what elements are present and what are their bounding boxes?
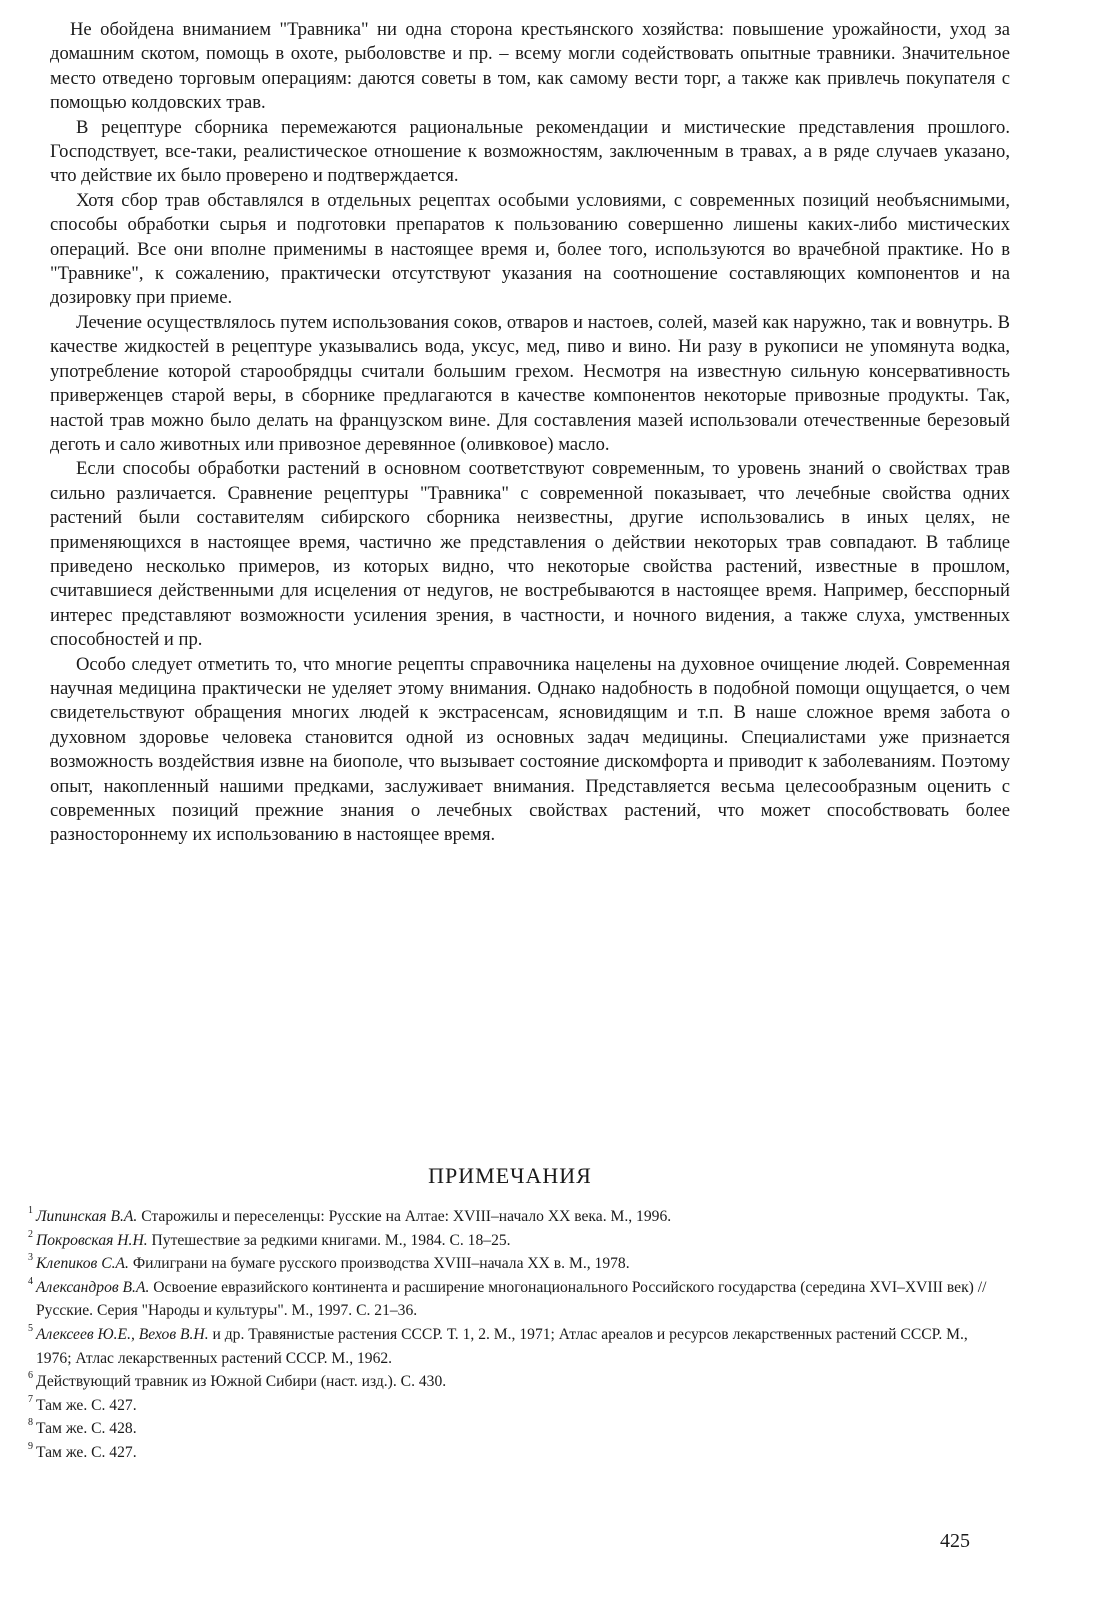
note-item [28,1205,1003,1229]
note-number: 8 [28,1417,33,1429]
note-author: Липинская В.А. [36,1208,138,1225]
paragraph: Если способы обработки растений в основном соответствуют современным, то уровень знаний о свойствах трав сильно различается. Сравнение рецептуры "Травника" с современной показывает, что лечебные свойства одних растений были составителям сибирского сборника неизвестны, другие использовались в иных целях, не применяющихся в настоящее время, частично же представления о действии некоторых трав совпадают. В таблице приведено несколько примеров, из которых видно, что некоторые свойства растений, известные в прошлом, считавшиеся действенными для исцеления от недугов, не востребываются в настоящее время. Например, бесспорный интерес представляют возможности усиления зрения, в частности, и ночного видения, а также слуха, умственных способностей и пр. [50,458,1010,651]
note-number: 6 [28,1370,33,1382]
paragraph: Особо следует отметить то, что многие рецепты справочника нацелены на духовное очищение людей. Современная научная медицина практически не уделяет этому внимания. Однако надобность в подобной помощи ощущается, о чем свидетельствуют обращения многих людей к экстрасенсам, ясновидящим и т.п. В наше сложное время забота о духовном здоровье человека становится одной из основных задач медицины. Специалистами уже признается возможность воздействия извне на биополе, что вызывает состояние дискомфорта и приводит к заболеваниям. Поэтому опыт, накопленный нашими предками, заслуживает внимания. Представляется весьма целесообразным оценить с современных позиций прежние знания о лечебных свойствах растений, что может способствовать более разностороннему их использованию в настоящее время. [50,653,1010,846]
note-item [28,1370,1003,1394]
note-text: Там же. С. 428. [36,1420,137,1438]
note-item [28,1394,1003,1418]
note-item [28,1417,1003,1441]
note-item [28,1276,1003,1323]
note-number: 3 [28,1252,33,1264]
note-author: Александров В.А. [36,1278,150,1296]
note-text: Действующий травник из Южной Сибири (наст. изд.). С. 430. [36,1373,447,1391]
note-item [28,1441,1003,1465]
note-number: 5 [28,1322,33,1334]
body-text [50,18,1010,848]
note-text: Старожилы и переселенцы: Русские на Алтае: XVIII–начало XX века. М., 1996. [137,1208,672,1225]
notes-heading: ПРИМЕЧАНИЯ [428,1163,592,1188]
note-text: Путешествие за редкими книгами. М., 1984. С. 18–25. [147,1231,511,1249]
note-text: и др. Травянистые растения СССР. Т. 1, 2. М., 1971; Атлас ареалов и ресурсов лекарственных растений СССР. М., 1976; Атлас лекарственных растений СССР. М., 1962. [36,1325,968,1367]
page-number: 425 [940,1530,970,1552]
note-author: Алексеев Ю.Е., Вехов В.Н. [36,1325,209,1343]
note-number: 2 [28,1228,33,1240]
paragraph: В рецептуре сборника перемежаются рациональные рекомендации и мистические представления прошлого. Господствует, все-таки, реалистическое отношение к возможностям, заключенным в травах, а в ряде случаев указано, что действие их было проверено и подтверждается. [50,116,1010,187]
note-text: Там же. С. 427. [36,1443,137,1461]
note-author: Покровская Н.Н. [36,1231,148,1249]
notes-list [28,1205,1003,1465]
paragraph: Не обойдена вниманием "Травника" ни одна сторона крестьянского хозяйства: повышение урожайности, уход за домашним скотом, помощь в охоте, рыболовстве и пр. – всему могли содействовать опытные травники. Значительное место отведено торговым операциям: даются советы в том, как самому вести торг, а также как привлечь покупателя с помощью колдовских трав. [50,19,1010,114]
note-item [28,1252,1003,1276]
note-text: Освоение евразийского континента и расширение многонационального Российского государства (середина XVI–XVIII век) // Русские. Серия "Народы и культуры". М., 1997. С. 21–36. [36,1278,987,1320]
note-number: 1 [28,1205,33,1216]
note-text: Там же. С. 427. [36,1396,137,1414]
note-text: Филиграни на бумаге русского производства XVIII–начала XX в. М., 1978. [128,1255,630,1273]
note-number: 4 [28,1275,33,1287]
note-number: 9 [28,1440,33,1452]
note-item [28,1229,1003,1253]
note-number: 7 [28,1393,33,1405]
note-item [28,1323,1003,1370]
note-author: Клепиков С.А. [36,1255,129,1273]
paragraph: Хотя сбор трав обставлялся в отдельных рецептах особыми условиями, с современных позиций необъяснимыми, способы обработки сырья и подготовки препаратов к пользованию совершенно лишены каких-либо мистических операций. Все они вполне применимы в настоящее время и, более того, используются во врачебной практике. Но в "Травнике", к сожалению, практически отсутствуют указания на соотношение составляющих компонентов и на дозировку при приеме. [50,189,1010,309]
paragraph: Лечение осуществлялось путем использования соков, отваров и настоев, солей, мазей как наружно, так и вовнутрь. В качестве жидкостей в рецептуре указывались вода, уксус, мед, пиво и вино. Ни разу в рукописи не упомянута водка, употребление которой старообрядцы считали большим грехом. Несмотря на известную сильную консервативность приверженцев старой веры, в сборнике предлагаются в качестве компонентов некоторые привозные продукты. Так, настой трав можно было делать на французском вине. Для составления мазей использовали отечественные березовый деготь и сало животных или привозное деревянное (оливковое) масло. [50,311,1010,455]
